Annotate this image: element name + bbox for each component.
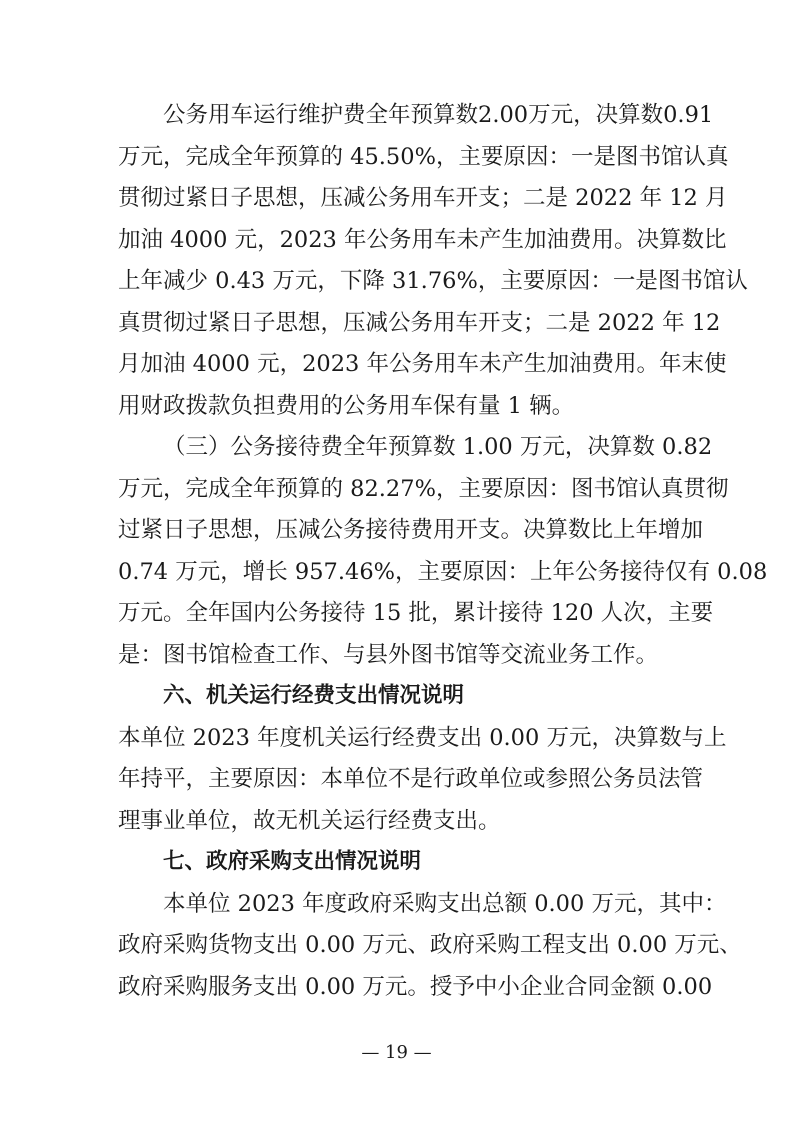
section-heading: 七、政府采购支出情况说明 xyxy=(163,849,422,874)
paragraph-line: 贯彻过紧日子思想，压减公务用车开支；二是 2022 年 12 月 xyxy=(118,185,728,211)
paragraph-line: 万元，完成全年预算的 45.50%，主要原因：一是图书馆认真 xyxy=(118,143,729,170)
paragraph-line: 本单位 2023 年度机关运行经费支出 0.00 万元，决算数与上 xyxy=(118,724,727,751)
paragraph-line: 万元，完成全年预算的 82.27%，主要原因：图书馆认真贯彻 xyxy=(118,475,729,502)
paragraph-line: 用财政拨款负担费用的公务用车保有量 1 辆。 xyxy=(118,392,575,419)
paragraph-line: （三）公务接待费全年预算数 1.00 万元，决算数 0.82 xyxy=(163,434,713,460)
paragraph-line: 上年减少 0.43 万元，下降 31.76%，主要原因：一是图书馆认 xyxy=(118,268,748,294)
section-heading: 六、机关运行经费支出情况说明 xyxy=(163,683,465,708)
paragraph-line: 理事业单位，故无机关运行经费支出。 xyxy=(118,807,501,834)
paragraph-line: 真贯彻过紧日子思想，压减公务用车开支；二是 2022 年 12 xyxy=(118,309,721,336)
paragraph-line: 是：图书馆检查工作、与县外图书馆等交流业务工作。 xyxy=(118,641,659,668)
paragraph-line: 过紧日子思想，压减公务接待费用开支。决算数比上年增加 xyxy=(118,517,704,543)
paragraph-line: 本单位 2023 年度政府采购支出总额 0.00 万元，其中： xyxy=(163,890,727,917)
paragraph-line: 月加油 4000 元，2023 年公务用车未产生加油费用。年末使 xyxy=(118,351,727,377)
paragraph-line: 年持平，主要原因：本单位不是行政单位或参照公务员法管 xyxy=(118,766,704,792)
page-number: — 19 — xyxy=(361,1042,432,1063)
paragraph-line: 万元。全年国内公务接待 15 批，累计接待 120 人次，主要 xyxy=(118,600,714,626)
paragraph-line: 加油 4000 元，2023 年公务用车未产生加油费用。决算数比 xyxy=(118,226,727,253)
paragraph-line: 政府采购货物支出 0.00 万元、政府采购工程支出 0.00 万元、 xyxy=(118,932,742,958)
paragraph-line: 政府采购服务支出 0.00 万元。授予中小企业合同金额 0.00 xyxy=(118,973,713,1000)
paragraph-line: 0.74 万元，增长 957.46%，主要原因：上年公务接待仅有 0.08 xyxy=(118,558,768,585)
paragraph-line: 公务用车运行维护费全年预算数2.00万元，决算数0.91 xyxy=(163,102,714,128)
